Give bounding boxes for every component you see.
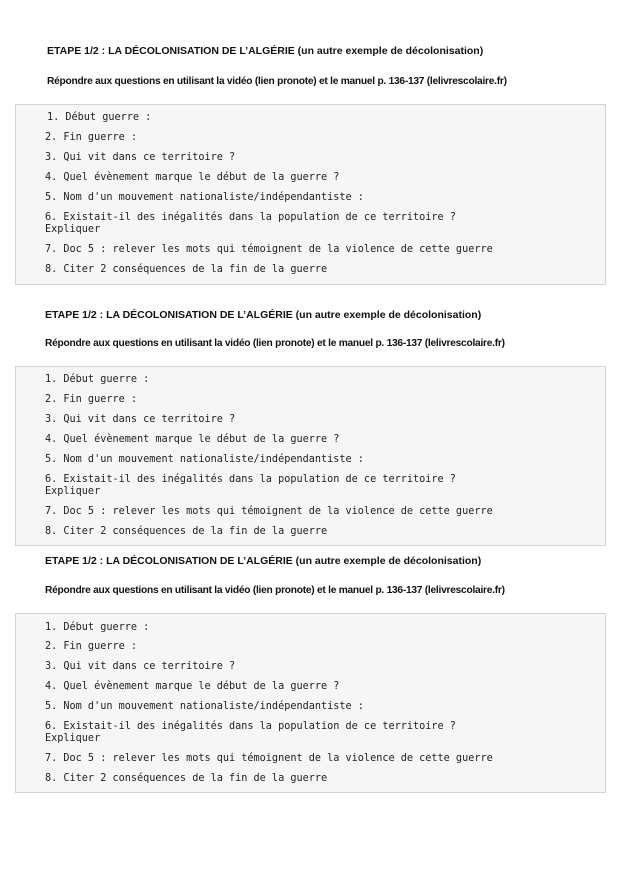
- section-title-subtitle: (un autre exemple de décolonisation): [294, 45, 484, 57]
- section-title-main: ETAPE 1/2 : LA DÉCOLONISATION DE L’ALGÉRIE: [45, 309, 293, 321]
- question-line-5: 5. Nom d'un mouvement nationaliste/indépendantiste :: [45, 454, 364, 465]
- question-line-6: 6. Existait-il des inégalités dans la population de ce territoire ?: [45, 212, 456, 223]
- question-line-4: 4. Quel évènement marque le début de la guerre ?: [45, 681, 340, 692]
- section-title: [45, 555, 481, 567]
- section-title-subtitle: (un autre exemple de décolonisation): [292, 555, 482, 567]
- question-line-6-continued: Expliquer: [45, 224, 101, 235]
- section-instruction: Répondre aux questions en utilisant la vidéo (lien pronote) et le manuel p. 136-137 (lelivrescolaire.fr): [45, 585, 505, 596]
- section-instruction: Répondre aux questions en utilisant la vidéo (lien pronote) et le manuel p. 136-137 (lelivrescolaire.fr): [45, 338, 505, 349]
- section-title-subtitle: (un autre exemple de décolonisation): [292, 309, 482, 321]
- section-title-main: ETAPE 1/2 : LA DÉCOLONISATION DE L’ALGÉRIE: [47, 45, 295, 57]
- question-line-7: 7. Doc 5 : relever les mots qui témoignent de la violence de cette guerre: [45, 753, 493, 764]
- question-line-4: 4. Quel évènement marque le début de la guerre ?: [45, 172, 340, 183]
- section-title: [47, 45, 483, 57]
- section-title-main: ETAPE 1/2 : LA DÉCOLONISATION DE L’ALGÉRIE: [45, 555, 293, 567]
- question-line-2: 2. Fin guerre :: [45, 641, 138, 652]
- question-line-6: 6. Existait-il des inégalités dans la population de ce territoire ?: [45, 474, 456, 485]
- question-line-2: 2. Fin guerre :: [45, 132, 138, 143]
- question-line-1: 1. Début guerre :: [45, 374, 150, 385]
- section-title: [45, 309, 481, 321]
- question-line-2: 2. Fin guerre :: [45, 394, 138, 405]
- question-line-5: 5. Nom d'un mouvement nationaliste/indépendantiste :: [45, 701, 364, 712]
- section-instruction: Répondre aux questions en utilisant la vidéo (lien pronote) et le manuel p. 136-137 (lelivrescolaire.fr): [47, 76, 507, 87]
- question-line-3: 3. Qui vit dans ce territoire ?: [45, 414, 236, 425]
- question-line-6-continued: Expliquer: [45, 486, 101, 497]
- question-line-1: 1. Début guerre :: [47, 112, 152, 123]
- question-line-8: 8. Citer 2 conséquences de la fin de la guerre: [45, 264, 328, 275]
- question-line-7: 7. Doc 5 : relever les mots qui témoignent de la violence de cette guerre: [45, 244, 493, 255]
- question-line-3: 3. Qui vit dans ce territoire ?: [45, 661, 236, 672]
- question-line-3: 3. Qui vit dans ce territoire ?: [45, 152, 236, 163]
- question-line-8: 8. Citer 2 conséquences de la fin de la guerre: [45, 773, 328, 784]
- question-line-1: 1. Début guerre :: [45, 622, 150, 633]
- question-line-8: 8. Citer 2 conséquences de la fin de la guerre: [45, 526, 328, 537]
- question-line-7: 7. Doc 5 : relever les mots qui témoignent de la violence de cette guerre: [45, 506, 493, 517]
- question-line-6-continued: Expliquer: [45, 733, 101, 744]
- question-line-5: 5. Nom d'un mouvement nationaliste/indépendantiste :: [45, 192, 364, 203]
- question-line-6: 6. Existait-il des inégalités dans la population de ce territoire ?: [45, 721, 456, 732]
- question-line-4: 4. Quel évènement marque le début de la guerre ?: [45, 434, 340, 445]
